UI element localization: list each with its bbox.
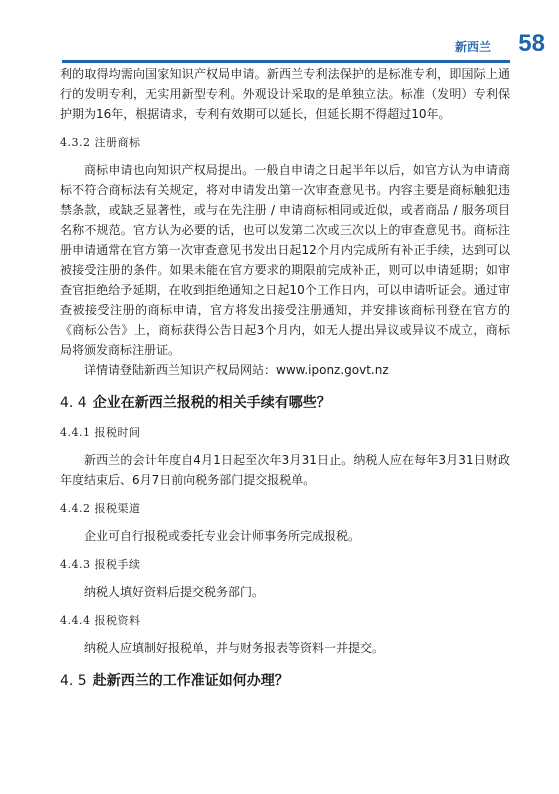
tax-procedure-paragraph: 纳税人填好资料后提交税务部门。 — [84, 585, 265, 599]
subsection-heading-4-4-4: 4.4.4 报税资料 — [60, 614, 141, 627]
section-number: 4. 5 — [60, 673, 87, 689]
section-heading-4-4 — [60, 392, 510, 414]
section-title: 赴新西兰的工作准证如何办理？ — [92, 673, 289, 689]
section-title: 企业在新西兰报税的相关手续有哪些？ — [92, 395, 331, 411]
website-line: 详情请登陆新西兰知识产权局网站：www.iponz.govt.nz — [84, 363, 389, 377]
subsection-heading-4-4-2: 4.4.2 报税渠道 — [60, 502, 141, 515]
tax-time-paragraph: 新西兰的会计年度自4月1日起至次年3月31日止。纳税人应在每年3月31日财政年度结束后、6月7日前向税务部门提交报税单。 — [60, 453, 510, 487]
section-heading-4-5 — [60, 670, 510, 692]
running-header-title: 新西兰 — [454, 40, 491, 54]
tax-documents-paragraph: 纳税人应填制好报税单，并与财务报表等资料一并提交。 — [84, 641, 385, 655]
subsection-heading-4-4-1: 4.4.1 报税时间 — [60, 426, 141, 439]
tax-channel-paragraph: 企业可自行报税或委托专业会计师事务所完成报税。 — [84, 529, 361, 543]
page-content — [60, 64, 510, 700]
trademark-paragraph: 商标申请也向知识产权局提出。一般自申请之日起半年以后，如官方认为申请商标不符合商标法有关规定，将对申请发出第一次审查意见书。内容主要是商标触犯违禁条款，或缺乏显著性，或与在先注册 / 申请商标相同或近似，或者商品 / 服务项目名称不规范。官方认为必要的话，也可以发第二次或三次以上的审查意见书。商标注册申请通常在官方第一次审查意见书发出日起12个月内完成所有补正手续，达到可以被接受注册的条件。如果未能在官方要求的期限前完成补正，则可以申请延期；如审查官拒绝给予延期，在收到拒绝通知之日起10个工作日内，可以申请听证会。通过审查被接受注册的商标申请，官方将发出接受注册通知，并安排该商标刊登在官方的《商标公告》上，商标获得公告日起3个月内，如无人提出异议或异议不成立，商标局将颁发商标注册证。 — [60, 163, 510, 357]
section-number: 4. 4 — [60, 395, 87, 411]
subsection-heading-4-3-2: 4.3.2 注册商标 — [60, 136, 141, 149]
subsection-heading-4-4-3: 4.4.3 报税手续 — [60, 558, 141, 571]
intro-paragraph: 利的取得均需向国家知识产权局申请。新西兰专利法保护的是标准专利，即国际上通行的发明专利，无实用新型专利。外观设计采取的是单独立法。标准（发明）专利保护期为16年，根据请求，专利有效期可以延长，但延长期不得超过10年。 — [60, 67, 510, 121]
header-rule — [62, 60, 510, 63]
page-number: 58 — [518, 30, 545, 57]
